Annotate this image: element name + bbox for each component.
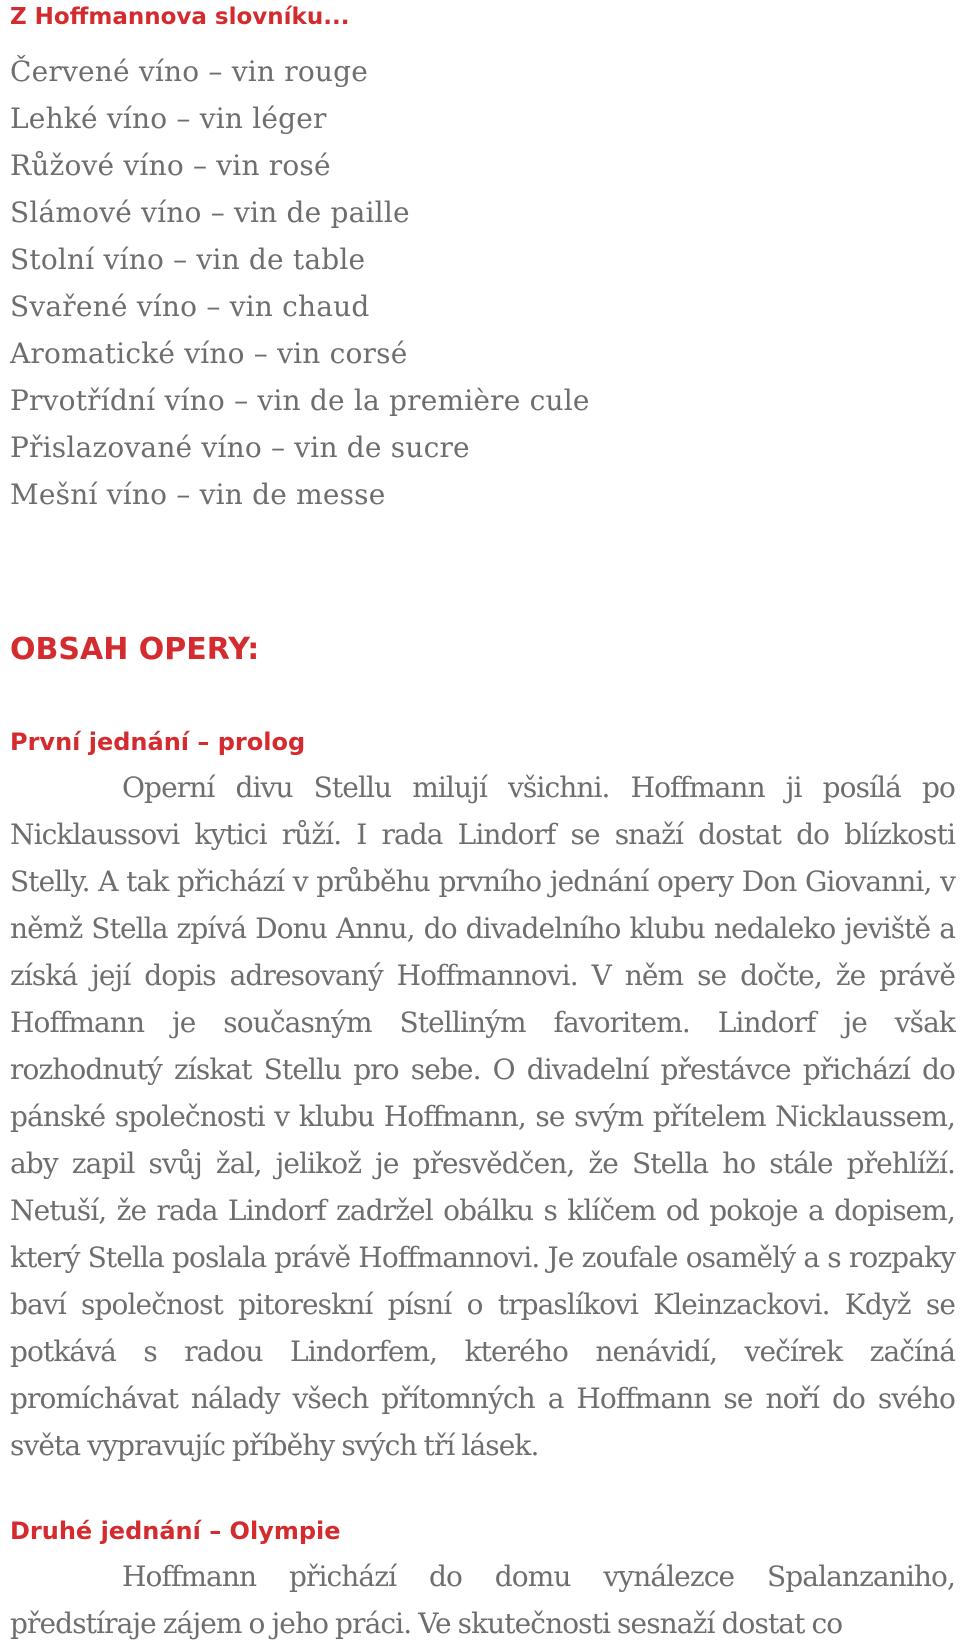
dictionary-entry: Lehké víno – vin léger <box>10 102 327 135</box>
dictionary-entry: Mešní víno – vin de messe <box>10 478 386 511</box>
dictionary-entry: Slámové víno – vin de paille <box>10 196 410 229</box>
act-2-text: Hoffmann přichází do domu vynálezce Spalanzaniho, předstíraje zájem o jeho práci. Ve skutečnosti sesnaží dostat co <box>10 1560 955 1640</box>
dictionary-entry: Svařené víno – vin chaud <box>10 290 370 323</box>
document-page <box>10 0 955 1647</box>
act-1-title: První jednání – prolog <box>10 728 306 756</box>
dictionary-title: Z Hoffmannova slovníku... <box>10 4 350 30</box>
dictionary-entry: Přislazované víno – vin de sucre <box>10 431 470 464</box>
act-2-title: Druhé jednání – Olympie <box>10 1517 341 1545</box>
synopsis-title: OBSAH OPERY: <box>10 632 260 667</box>
dictionary-list <box>10 48 955 518</box>
act-1-text: Operní divu Stellu milují všichni. Hoffmann ji posílá po Nicklaussovi kytici růží. I rada Lindorf se snaží dostat do blízkosti Stelly. A tak přichází v průběhu prvního jednání opery Don Giovanni, v němž Stella zpívá Donu Annu, do divadelního klubu nedaleko jeviště a získá její dopis adresovaný Hoffmannovi. V něm se dočte, že právě Hoffmann je současným Stelliným favoritem. Lindorf je však rozhodnutý získat Stellu pro sebe. O divadelní přestávce přichází do pánské společnosti v klubu Hoffmann, se svým přítelem Nicklaussem, aby zapil svůj žal, jelikož je přesvědčen, že Stella ho stále přehlíží. Netuší, že rada Lindorf zadržel obálku s klíčem od pokoje a dopisem, který Stella poslala právě Hoffmannovi. Je zoufale osamělý a s rozpaky baví společnost pitoreskní písní o trpaslíkovi Kleinzackovi. Když se potkává s radou Lindorfem, kterého nenávidí, večírek začíná promíchávat nálady všech přítomných a Hoffmann se noří do svého světa vypravujíc příběhy svých tří lásek. <box>10 771 955 1462</box>
dictionary-entry: Růžové víno – vin rosé <box>10 149 331 182</box>
dictionary-entry: Červené víno – vin rouge <box>10 55 369 88</box>
dictionary-entry: Stolní víno – vin de table <box>10 243 366 276</box>
dictionary-entry: Aromatické víno – vin corsé <box>10 337 408 370</box>
dictionary-entry: Prvotřídní víno – vin de la première cule <box>10 384 590 417</box>
